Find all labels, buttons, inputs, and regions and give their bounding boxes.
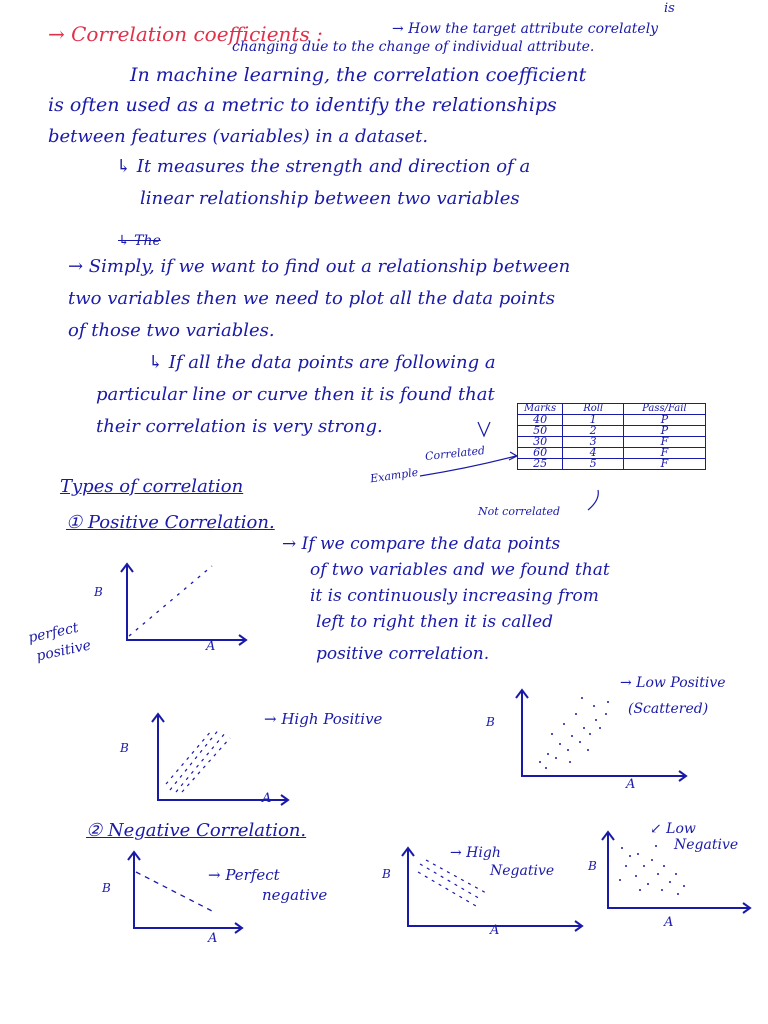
types-heading: Types of correlation: [60, 476, 244, 497]
table-cell: F: [624, 448, 706, 459]
following-line-1: ↳ If all the data points are following a: [148, 352, 496, 373]
positive-desc-1: → If we compare the data points: [282, 534, 561, 554]
high-negative-x-label: A: [490, 923, 500, 938]
simply-line-1: → Simply, if we want to find out a relationship between: [68, 256, 571, 277]
high-negative-label-2: Negative: [490, 863, 555, 879]
perfect-positive-label-1: perfect: [26, 619, 80, 647]
low-negative-label-2: Negative: [674, 837, 739, 853]
low-negative-label-1: ↙ Low: [650, 821, 696, 837]
is-note: is: [664, 1, 675, 16]
low-positive-x-label: A: [626, 777, 636, 792]
perfect-negative-y-label: B: [102, 881, 111, 895]
low-positive-graph: [510, 684, 700, 784]
intro-line-4: ↳ It measures the strength and direction of a: [116, 156, 531, 177]
table-cell: F: [624, 459, 706, 470]
table-cell: 2: [563, 426, 624, 437]
table-cell: 30: [518, 437, 563, 448]
low-negative-x-label: A: [664, 915, 674, 930]
positive-desc-3: it is continuously increasing from: [310, 586, 599, 606]
perfect-negative-x-label: A: [208, 931, 218, 946]
low-negative-y-label: B: [588, 859, 597, 873]
simply-line-2: two variables then we need to plot all the data points: [68, 288, 555, 309]
perfect-negative-label-1: → Perfect: [208, 866, 280, 884]
following-line-3: their correlation is very strong.: [96, 416, 383, 437]
correlated-label: Correlated: [424, 443, 486, 464]
positive-desc-2: of two variables and we found that: [310, 560, 610, 580]
high-positive-x-label: A: [262, 791, 272, 806]
definition-line-2: changing due to the change of individual attribute.: [232, 39, 595, 55]
example-label: Example: [369, 465, 419, 486]
table-cell: 3: [563, 437, 624, 448]
intro-line-5: linear relationship between two variables: [140, 188, 520, 209]
following-line-2: particular line or curve then it is found that: [96, 384, 495, 405]
high-negative-y-label: B: [382, 867, 391, 881]
intro-line-2: is often used as a metric to identify the relationships: [48, 94, 557, 116]
perfect-positive-graph: [100, 556, 260, 656]
table-cell: 40: [518, 415, 563, 426]
high-positive-label: → High Positive: [264, 710, 383, 728]
definition-line-1: → How the target attribute corelately: [392, 21, 659, 37]
table-cell: 25: [518, 459, 563, 470]
table-header: Roll: [563, 404, 624, 415]
table-cell: 50: [518, 426, 563, 437]
table-cell: F: [624, 437, 706, 448]
high-positive-y-label: B: [120, 741, 129, 755]
perfect-positive-y-label: B: [94, 585, 103, 599]
positive-desc-4: left to right then it is called: [316, 612, 554, 632]
high-negative-label-1: → High: [450, 845, 501, 861]
table-cell: P: [624, 426, 706, 437]
not-correlated-label: Not correlated: [478, 505, 561, 518]
perfect-negative-graph: [124, 846, 254, 936]
table-header: Marks: [518, 404, 563, 415]
page-title: → Correlation coefficients :: [48, 22, 323, 46]
low-positive-y-label: B: [486, 715, 495, 729]
table-header: Pass/Fail: [624, 404, 706, 415]
positive-heading: ① Positive Correlation.: [66, 512, 275, 533]
perfect-negative-label-2: negative: [262, 886, 328, 904]
intro-line-3: between features (variables) in a dataset.: [48, 126, 429, 147]
table-cell: 4: [563, 448, 624, 459]
table-cell: 1: [563, 415, 624, 426]
intro-line-1: In machine learning, the correlation coefficient: [130, 64, 587, 86]
negative-heading: ② Negative Correlation.: [86, 820, 307, 841]
struck-word: ↳ The: [118, 233, 161, 249]
low-positive-label-2: (Scattered): [628, 701, 709, 717]
table-cell: P: [624, 415, 706, 426]
simply-line-3: of those two variables.: [68, 320, 275, 341]
positive-desc-5: positive correlation.: [316, 644, 490, 664]
table-cell: 5: [563, 459, 624, 470]
perfect-positive-x-label: A: [206, 639, 216, 654]
low-positive-label-1: → Low Positive: [620, 675, 726, 691]
table-cell: 60: [518, 448, 563, 459]
perfect-positive-label-2: positive: [34, 637, 93, 665]
